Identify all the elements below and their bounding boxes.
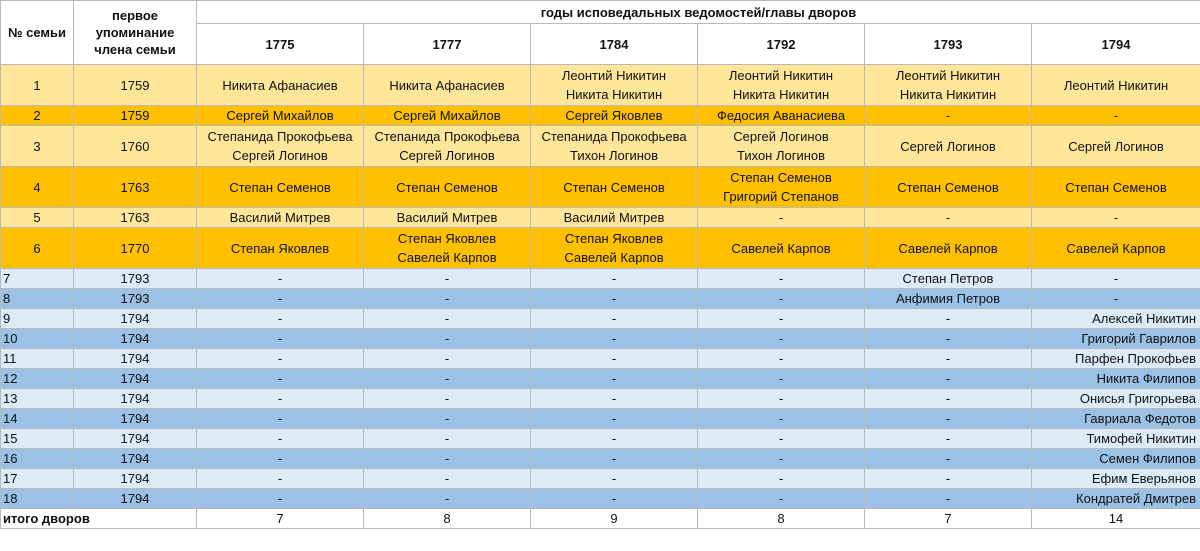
first-mention-cell: 1794	[74, 429, 197, 449]
household-head-cell	[531, 269, 698, 289]
household-head-name: -	[778, 210, 784, 225]
household-head-name: -	[778, 331, 784, 346]
table-row	[1, 126, 1200, 167]
household-head-cell	[698, 65, 865, 106]
household-head-name: Степан Яковлев	[230, 240, 330, 256]
household-head-name: -	[611, 491, 617, 506]
household-head-cell	[698, 449, 865, 469]
family-no-cell: 18	[1, 489, 74, 509]
household-head-name: -	[444, 411, 450, 426]
household-head-name: Леонтий Никитин	[895, 68, 1001, 83]
household-head-name: Савелей Карпов	[397, 250, 497, 265]
household-head-name: Сергей Логинов	[232, 148, 328, 163]
household-head-name: -	[277, 371, 283, 386]
first-mention-cell: 1794	[74, 329, 197, 349]
household-head-cell	[698, 389, 865, 409]
first-mention-cell: 1794	[74, 489, 197, 509]
household-head-name: Анфимия Петров	[895, 291, 1001, 306]
household-head-cell	[197, 208, 364, 228]
household-head-cell	[364, 429, 531, 449]
year-header: 1784	[531, 24, 698, 65]
table-row	[1, 349, 1200, 369]
household-head-name: Степан Семенов	[730, 170, 832, 185]
household-head-name: Парфен Прокофьев	[1075, 351, 1197, 366]
family-no-cell: 17	[1, 469, 74, 489]
household-head-cell	[865, 269, 1032, 289]
household-head-cell	[698, 106, 865, 126]
household-head-name: -	[778, 351, 784, 366]
household-head-name: -	[444, 331, 450, 346]
household-head-name: Сергей Логинов	[399, 148, 495, 163]
household-head-cell	[865, 208, 1032, 228]
household-head-cell	[531, 167, 698, 208]
household-head-cell	[197, 469, 364, 489]
household-head-name: -	[277, 471, 283, 486]
household-head-name: -	[778, 291, 784, 306]
household-head-name: -	[1113, 108, 1119, 123]
household-head-cell	[531, 309, 698, 329]
household-head-name: Сергей Логинов	[900, 138, 996, 154]
household-head-cell	[1032, 309, 1200, 329]
table-row	[1, 309, 1200, 329]
household-head-cell	[531, 449, 698, 469]
household-head-name: -	[444, 491, 450, 506]
household-head-cell	[865, 126, 1032, 167]
first-mention-cell: 1759	[74, 65, 197, 106]
year-header: 1775	[197, 24, 364, 65]
household-head-name: -	[945, 431, 951, 446]
table-row	[1, 208, 1200, 228]
household-head-name: -	[277, 291, 283, 306]
household-head-name: Степан Семенов	[229, 179, 331, 195]
household-head-cell	[865, 489, 1032, 509]
household-head-name: Никита Никитин	[899, 87, 997, 102]
household-head-name: -	[277, 351, 283, 366]
household-head-cell	[531, 469, 698, 489]
household-head-cell	[364, 126, 531, 167]
household-head-cell	[698, 489, 865, 509]
household-head-name: Степан Семенов	[1065, 179, 1167, 195]
household-head-name: -	[778, 271, 784, 286]
total-value: 9	[531, 509, 698, 529]
household-head-name: Леонтий Никитин	[561, 68, 667, 83]
household-head-cell	[364, 65, 531, 106]
household-head-name: -	[444, 291, 450, 306]
totals-label: итого дворов	[1, 509, 197, 529]
household-head-name: -	[277, 491, 283, 506]
family-no-cell: 13	[1, 389, 74, 409]
household-head-cell	[1032, 65, 1200, 106]
household-head-cell	[531, 65, 698, 106]
household-head-cell	[197, 289, 364, 309]
household-head-cell	[197, 369, 364, 389]
household-head-name: -	[945, 311, 951, 326]
household-head-cell	[364, 449, 531, 469]
household-head-cell	[865, 349, 1032, 369]
household-head-name: -	[611, 311, 617, 326]
family-no-cell: 6	[1, 228, 74, 269]
household-head-name: Степан Семенов	[897, 179, 999, 195]
household-head-cell	[865, 106, 1032, 126]
household-head-cell	[1032, 489, 1200, 509]
household-head-name: -	[945, 391, 951, 406]
household-head-cell	[197, 329, 364, 349]
household-head-cell	[197, 449, 364, 469]
household-head-cell	[364, 489, 531, 509]
household-head-name: -	[277, 271, 283, 286]
household-head-cell	[364, 369, 531, 389]
household-head-name: Степан Яковлев	[397, 231, 497, 246]
household-head-name: Сергей Логинов	[1068, 138, 1164, 154]
year-header: 1794	[1032, 24, 1200, 65]
family-no-cell: 12	[1, 369, 74, 389]
household-head-cell	[197, 489, 364, 509]
household-head-name: Никита Афанасиев	[222, 77, 338, 93]
household-head-cell	[364, 309, 531, 329]
household-head-name: -	[945, 491, 951, 506]
household-head-name: Гавриала Федотов	[1084, 411, 1197, 426]
household-head-cell	[1032, 409, 1200, 429]
family-no-cell: 8	[1, 289, 74, 309]
household-head-cell	[197, 429, 364, 449]
table-body	[1, 65, 1200, 509]
totals-row	[1, 509, 1200, 529]
table-row	[1, 409, 1200, 429]
household-head-cell	[1032, 329, 1200, 349]
table-row	[1, 106, 1200, 126]
household-head-cell	[1032, 106, 1200, 126]
household-head-cell	[698, 369, 865, 389]
household-head-name: Степанида Прокофьева	[374, 129, 520, 144]
household-head-cell	[364, 208, 531, 228]
household-head-cell	[865, 409, 1032, 429]
household-head-name: -	[277, 391, 283, 406]
table-row	[1, 429, 1200, 449]
first-mention-cell: 1794	[74, 309, 197, 329]
household-head-name: Степанида Прокофьева	[541, 129, 687, 144]
first-mention-cell: 1794	[74, 369, 197, 389]
household-head-name: -	[778, 391, 784, 406]
household-head-name: -	[1113, 291, 1119, 306]
household-head-cell	[364, 106, 531, 126]
household-head-name: Федосия Аванасиева	[716, 108, 846, 123]
household-head-cell	[531, 389, 698, 409]
household-head-name: Кондратей Дмитрев	[1076, 491, 1197, 506]
household-head-name: -	[444, 471, 450, 486]
family-no-cell: 2	[1, 106, 74, 126]
household-head-cell	[364, 228, 531, 269]
household-head-name: Ефим Еверьянов	[1091, 471, 1197, 486]
household-head-name: Василий Митрев	[563, 210, 665, 225]
household-head-cell	[364, 167, 531, 208]
household-head-name: -	[444, 391, 450, 406]
household-head-cell	[865, 289, 1032, 309]
household-head-cell	[698, 167, 865, 208]
household-head-name: -	[277, 451, 283, 466]
household-head-cell	[1032, 449, 1200, 469]
household-head-cell	[698, 269, 865, 289]
household-head-name: Семен Филипов	[1099, 451, 1197, 466]
household-head-name: -	[945, 371, 951, 386]
household-head-name: Степан Яковлев	[564, 231, 664, 246]
household-head-name: Онисья Григорьева	[1079, 391, 1197, 406]
first-mention-cell: 1794	[74, 449, 197, 469]
household-head-cell	[197, 409, 364, 429]
family-no-cell: 7	[1, 269, 74, 289]
household-head-name: -	[444, 271, 450, 286]
household-head-name: Савелей Карпов	[898, 240, 998, 256]
family-no-cell: 16	[1, 449, 74, 469]
household-head-cell	[364, 349, 531, 369]
household-head-cell	[531, 208, 698, 228]
household-head-name: -	[778, 471, 784, 486]
household-head-name: -	[611, 291, 617, 306]
household-head-cell	[531, 329, 698, 349]
household-head-cell	[698, 429, 865, 449]
household-head-name: -	[444, 451, 450, 466]
table-row	[1, 389, 1200, 409]
year-header: 1793	[865, 24, 1032, 65]
household-head-cell	[1032, 469, 1200, 489]
household-head-cell	[865, 389, 1032, 409]
household-head-name: Степан Семенов	[396, 179, 498, 195]
household-head-name: Леонтий Никитин	[728, 68, 834, 83]
first-mention-cell: 1794	[74, 409, 197, 429]
household-head-name: Тимофей Никитин	[1086, 431, 1197, 446]
household-head-name: -	[611, 431, 617, 446]
household-head-name: Никита Никитин	[565, 87, 663, 102]
household-head-cell	[1032, 369, 1200, 389]
household-head-name: -	[778, 491, 784, 506]
table-row	[1, 489, 1200, 509]
household-head-cell	[197, 106, 364, 126]
household-head-cell	[1032, 289, 1200, 309]
household-head-name: -	[444, 371, 450, 386]
table-row	[1, 329, 1200, 349]
first-mention-cell: 1759	[74, 106, 197, 126]
household-head-cell	[197, 309, 364, 329]
first-mention-cell: 1794	[74, 389, 197, 409]
household-head-cell	[364, 329, 531, 349]
household-head-cell	[698, 228, 865, 269]
total-value: 14	[1032, 509, 1200, 529]
household-head-name: Тихон Логинов	[569, 148, 659, 163]
household-head-cell	[197, 228, 364, 269]
household-head-name: -	[277, 431, 283, 446]
first-mention-cell: 1760	[74, 126, 197, 167]
household-head-cell	[364, 389, 531, 409]
household-head-name: Тихон Логинов	[736, 148, 826, 163]
household-head-cell	[364, 289, 531, 309]
household-head-name: Никита Афанасиев	[389, 77, 505, 93]
household-head-cell	[865, 167, 1032, 208]
household-head-name: -	[277, 331, 283, 346]
household-head-cell	[531, 349, 698, 369]
household-head-cell	[698, 289, 865, 309]
first-mention-cell: 1763	[74, 208, 197, 228]
household-head-cell	[197, 167, 364, 208]
household-head-cell	[865, 65, 1032, 106]
household-head-name: -	[778, 311, 784, 326]
first-mention-cell: 1794	[74, 469, 197, 489]
household-head-name: -	[277, 411, 283, 426]
household-head-cell	[531, 489, 698, 509]
household-head-name: -	[945, 108, 951, 123]
household-head-cell	[531, 228, 698, 269]
household-head-cell	[865, 449, 1032, 469]
table-row	[1, 469, 1200, 489]
household-head-cell	[197, 269, 364, 289]
household-head-name: -	[778, 371, 784, 386]
household-head-name: Сергей Михайлов	[226, 108, 334, 123]
table-row	[1, 269, 1200, 289]
household-head-cell	[197, 65, 364, 106]
table-row	[1, 369, 1200, 389]
first-mention-cell: 1770	[74, 228, 197, 269]
household-head-name: -	[611, 351, 617, 366]
household-head-cell	[1032, 167, 1200, 208]
household-head-name: -	[778, 431, 784, 446]
col-family-no-header: № семьи	[1, 1, 74, 65]
household-head-name: -	[611, 451, 617, 466]
household-head-cell	[865, 469, 1032, 489]
household-head-cell	[531, 106, 698, 126]
household-head-cell	[865, 429, 1032, 449]
year-header: 1792	[698, 24, 865, 65]
family-no-cell: 10	[1, 329, 74, 349]
household-head-cell	[698, 469, 865, 489]
household-head-name: Василий Митрев	[229, 210, 331, 225]
household-head-name: -	[945, 351, 951, 366]
household-head-cell	[698, 349, 865, 369]
first-mention-cell: 1793	[74, 289, 197, 309]
household-head-name: -	[444, 351, 450, 366]
household-head-name: Сергей Логинов	[733, 129, 829, 144]
household-head-cell	[364, 409, 531, 429]
household-head-cell	[531, 126, 698, 167]
household-head-cell	[364, 469, 531, 489]
household-head-name: -	[444, 431, 450, 446]
household-head-name: -	[611, 411, 617, 426]
household-head-name: Алексей Никитин	[1092, 311, 1197, 326]
household-head-name: Григорий Степанов	[723, 189, 839, 204]
family-no-cell: 3	[1, 126, 74, 167]
household-head-name: -	[945, 471, 951, 486]
household-head-name: -	[945, 210, 951, 225]
family-no-cell: 14	[1, 409, 74, 429]
household-head-name: Савелей Карпов	[564, 250, 664, 265]
household-head-name: Григорий Гаврилов	[1081, 331, 1197, 346]
year-header: 1777	[364, 24, 531, 65]
household-head-cell	[698, 208, 865, 228]
table-row	[1, 167, 1200, 208]
table-row	[1, 449, 1200, 469]
household-head-cell	[865, 369, 1032, 389]
household-head-name: Никита Филипов	[1096, 371, 1197, 386]
household-head-name: -	[277, 311, 283, 326]
household-head-name: -	[444, 311, 450, 326]
household-head-name: -	[611, 471, 617, 486]
family-no-cell: 15	[1, 429, 74, 449]
household-head-name: -	[611, 331, 617, 346]
years-group-header: годы исповедальных ведомостей/главы дворов	[197, 1, 1200, 24]
first-mention-cell: 1763	[74, 167, 197, 208]
household-head-name: -	[611, 271, 617, 286]
household-head-cell	[531, 369, 698, 389]
family-no-cell: 11	[1, 349, 74, 369]
household-head-cell	[1032, 269, 1200, 289]
household-head-cell	[865, 228, 1032, 269]
household-head-name: Василий Митрев	[396, 210, 498, 225]
household-head-name: -	[778, 411, 784, 426]
household-head-cell	[1032, 208, 1200, 228]
household-head-cell	[1032, 429, 1200, 449]
household-head-cell	[531, 429, 698, 449]
household-head-cell	[1032, 389, 1200, 409]
household-head-name: Степанида Прокофьева	[207, 129, 353, 144]
household-head-name: -	[945, 451, 951, 466]
household-head-cell	[1032, 228, 1200, 269]
family-no-cell: 1	[1, 65, 74, 106]
household-head-cell	[197, 389, 364, 409]
household-head-name: Леонтий Никитин	[1063, 77, 1169, 93]
total-value: 8	[698, 509, 865, 529]
total-value: 7	[865, 509, 1032, 529]
table-row	[1, 228, 1200, 269]
table-row	[1, 65, 1200, 106]
household-head-name: -	[611, 391, 617, 406]
household-head-cell	[531, 289, 698, 309]
family-no-cell: 5	[1, 208, 74, 228]
household-head-cell	[197, 349, 364, 369]
household-head-name: -	[778, 451, 784, 466]
household-head-cell	[364, 269, 531, 289]
household-head-cell	[698, 409, 865, 429]
family-no-cell: 4	[1, 167, 74, 208]
household-head-cell	[1032, 349, 1200, 369]
household-head-cell	[865, 309, 1032, 329]
household-head-name: Савелей Карпов	[731, 240, 831, 256]
household-head-name: Степан Петров	[902, 271, 994, 286]
household-head-cell	[197, 126, 364, 167]
table-row	[1, 289, 1200, 309]
total-value: 7	[197, 509, 364, 529]
household-head-cell	[865, 329, 1032, 349]
household-head-cell	[698, 309, 865, 329]
household-head-name: Сергей Яковлев	[565, 108, 663, 123]
household-head-name: Степан Семенов	[563, 179, 665, 195]
household-head-cell	[1032, 126, 1200, 167]
household-head-name: -	[945, 411, 951, 426]
first-mention-cell: 1793	[74, 269, 197, 289]
household-head-name: -	[945, 331, 951, 346]
household-head-name: -	[611, 371, 617, 386]
col-first-mention-header: первое упоминание члена семьи	[74, 1, 197, 65]
household-head-name: -	[1113, 271, 1119, 286]
household-head-name: Савелей Карпов	[1066, 240, 1166, 256]
household-head-name: Сергей Михайлов	[393, 108, 501, 123]
household-head-cell	[531, 409, 698, 429]
family-no-cell: 9	[1, 309, 74, 329]
total-value: 8	[364, 509, 531, 529]
household-head-name: Никита Никитин	[732, 87, 830, 102]
header-row-top	[1, 1, 1200, 24]
household-head-cell	[698, 329, 865, 349]
first-mention-cell: 1794	[74, 349, 197, 369]
household-head-name: -	[1113, 210, 1119, 225]
household-head-cell	[698, 126, 865, 167]
